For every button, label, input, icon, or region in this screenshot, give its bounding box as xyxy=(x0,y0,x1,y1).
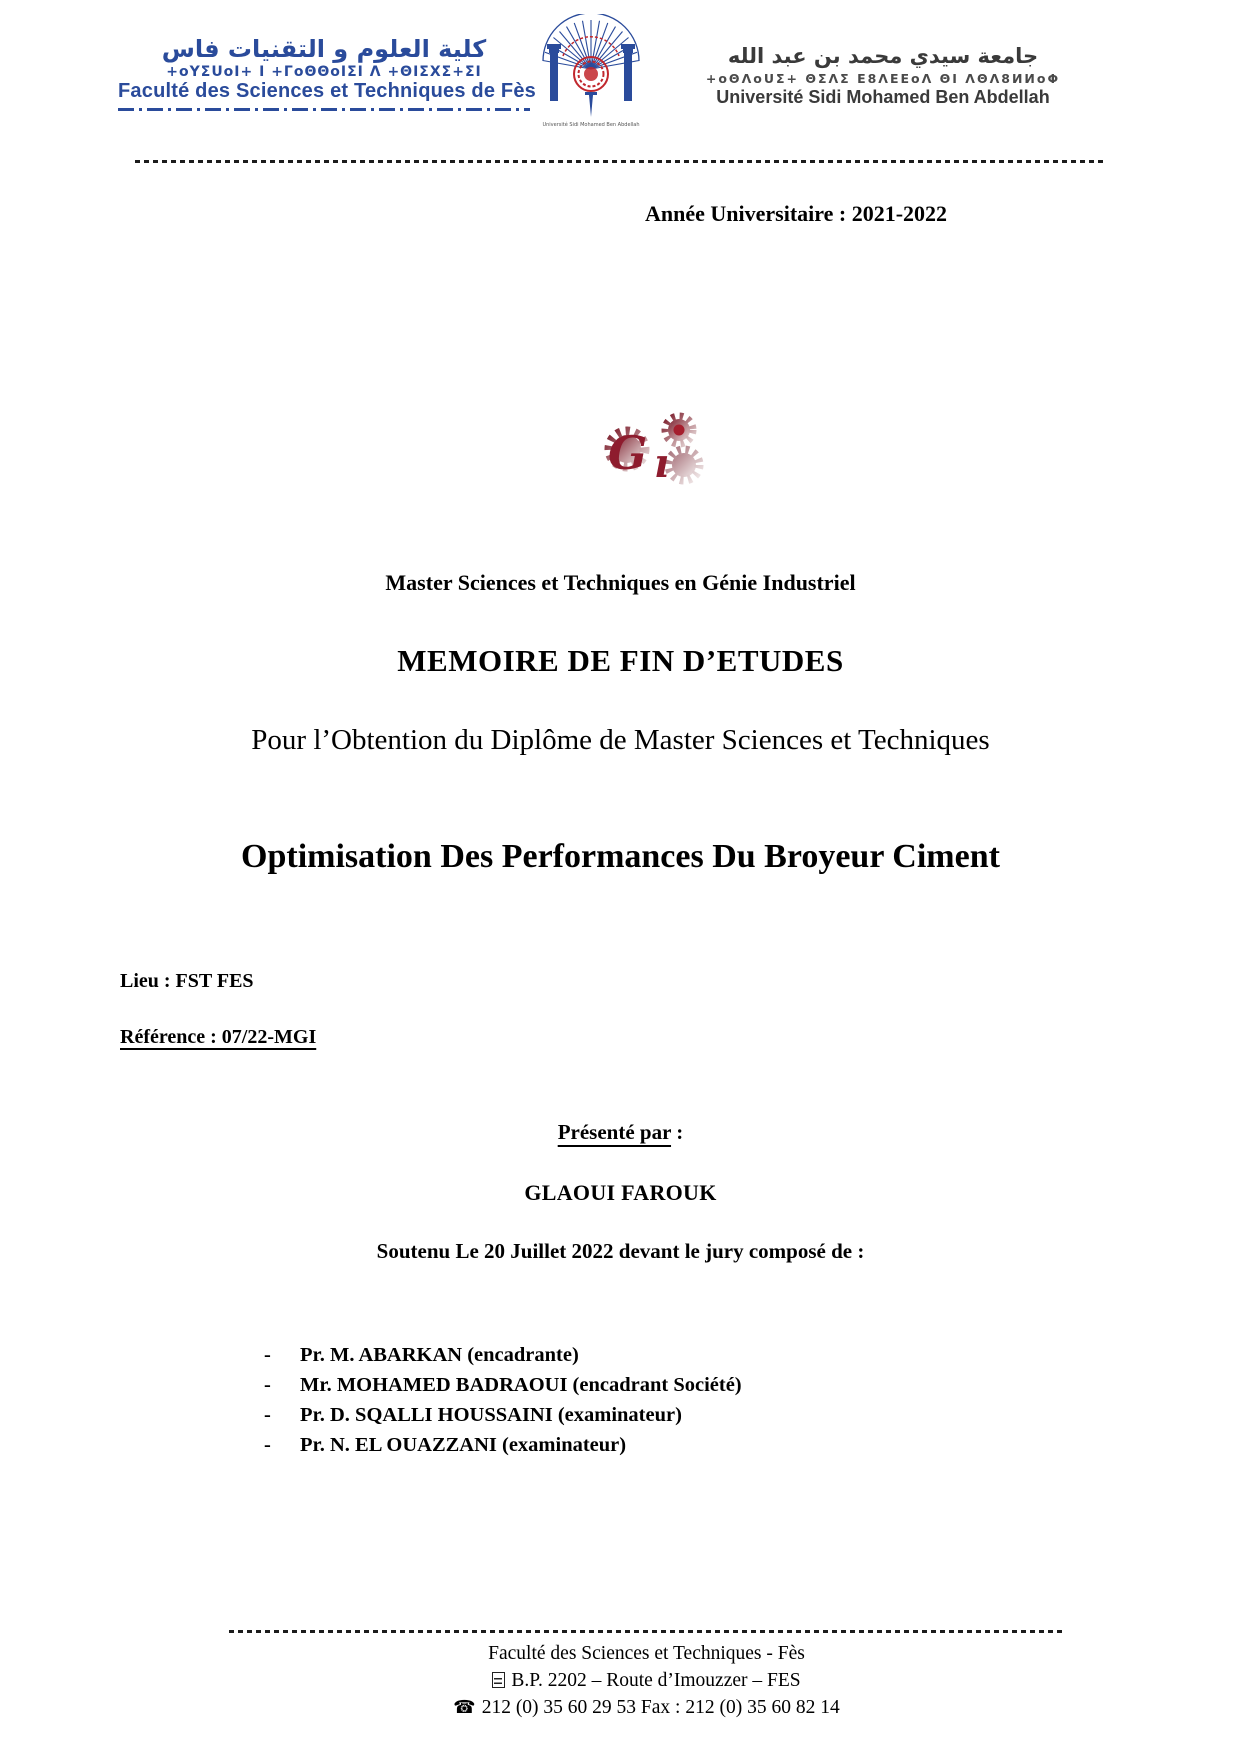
presented-by-line xyxy=(0,1120,1241,1145)
gears-icon xyxy=(596,403,714,491)
university-name-tifinagh: +oΘΛoUΣ+ ΘΣΛΣ Ε8ΛΕΕoΛ ΘΙ ΛΘΛ8ИИoΦ xyxy=(705,71,1061,87)
academic-year: Année Universitaire : 2021-2022 xyxy=(645,201,948,226)
genie-industriel-logo xyxy=(596,403,714,491)
mailbox-icon xyxy=(492,1672,505,1688)
university-emblem-icon xyxy=(541,14,641,126)
presented-by-colon: : xyxy=(671,1120,684,1144)
faculty-name-tifinagh: +oYΣUoI+ I +ΓoΘΘoIΣI Λ +ΘIΣXΣ+ΣI xyxy=(166,64,482,81)
defense-line: Soutenu Le 20 Juillet 2022 devant le jury composé de : xyxy=(376,1239,865,1263)
location-line: Lieu : FST FES xyxy=(120,970,254,992)
reference-line: Référence : 07/22-MGI xyxy=(120,1026,317,1048)
author-name: GLAOUI FAROUK xyxy=(524,1180,717,1205)
faculty-name-arabic: كلية العلوم و التقنيات فاس xyxy=(161,35,487,63)
gi-letter-g: G xyxy=(608,426,648,480)
jury-member xyxy=(264,1400,742,1430)
jury-member-name: Mr. MOHAMED BADRAOUI (encadrant Société) xyxy=(300,1374,742,1396)
diploma-subtitle: Pour l’Obtention du Diplôme de Master Sciences et Techniques xyxy=(251,724,990,756)
jury-member xyxy=(264,1430,742,1460)
jury-member-name: Pr. N. EL OUAZZANI (examinateur) xyxy=(300,1434,627,1456)
gi-letter-i: ı xyxy=(654,440,670,487)
jury-member-name: Pr. M. ABARKAN (encadrante) xyxy=(300,1344,579,1366)
jury-bullet: - xyxy=(264,1434,271,1456)
faculty-name-french: Faculté des Sciences et Techniques de Fès xyxy=(118,80,536,103)
footer-dashed-separator xyxy=(229,1630,1063,1633)
footer-address-line xyxy=(26,1667,1241,1694)
presented-by-label: Présenté par xyxy=(557,1120,672,1144)
footer-phone-line xyxy=(26,1694,1241,1721)
telephone-icon: ☎ xyxy=(453,1697,476,1718)
jury-list xyxy=(264,1340,742,1460)
footer-address: B.P. 2202 – Route d’Imouzzer – FES xyxy=(511,1670,801,1691)
program-name: Master Sciences et Techniques en Génie Industriel xyxy=(385,570,856,595)
jury-bullet: - xyxy=(264,1404,271,1426)
emblem-caption: Université Sidi Mohamed Ben Abdellah xyxy=(542,122,640,128)
university-logo-block xyxy=(648,44,1118,108)
thesis-title: Optimisation Des Performances Du Broyeur Ciment xyxy=(241,838,1000,875)
jury-member xyxy=(264,1340,742,1370)
jury-member xyxy=(264,1370,742,1400)
faculty-logo-block xyxy=(118,35,536,111)
document-type: MEMOIRE DE FIN D’ETUDES xyxy=(397,643,844,678)
university-emblem-logo xyxy=(541,14,641,126)
university-name-arabic: جامعة سيدي محمد بن عبد الله xyxy=(727,44,1039,68)
footer-faculty-name: Faculté des Sciences et Techniques - Fès xyxy=(488,1643,805,1664)
university-name-french: Université Sidi Mohamed Ben Abdellah xyxy=(716,87,1050,108)
footer-contact-block xyxy=(26,1640,1241,1721)
jury-member-name: Pr. D. SQALLI HOUSSAINI (examinateur) xyxy=(300,1404,682,1426)
top-dashed-separator xyxy=(135,160,1105,163)
footer-phone: 212 (0) 35 60 29 53 Fax : 212 (0) 35 60 82 14 xyxy=(481,1697,840,1718)
faculty-logo-underline xyxy=(118,108,530,111)
jury-bullet: - xyxy=(264,1374,271,1396)
jury-bullet: - xyxy=(264,1344,271,1366)
